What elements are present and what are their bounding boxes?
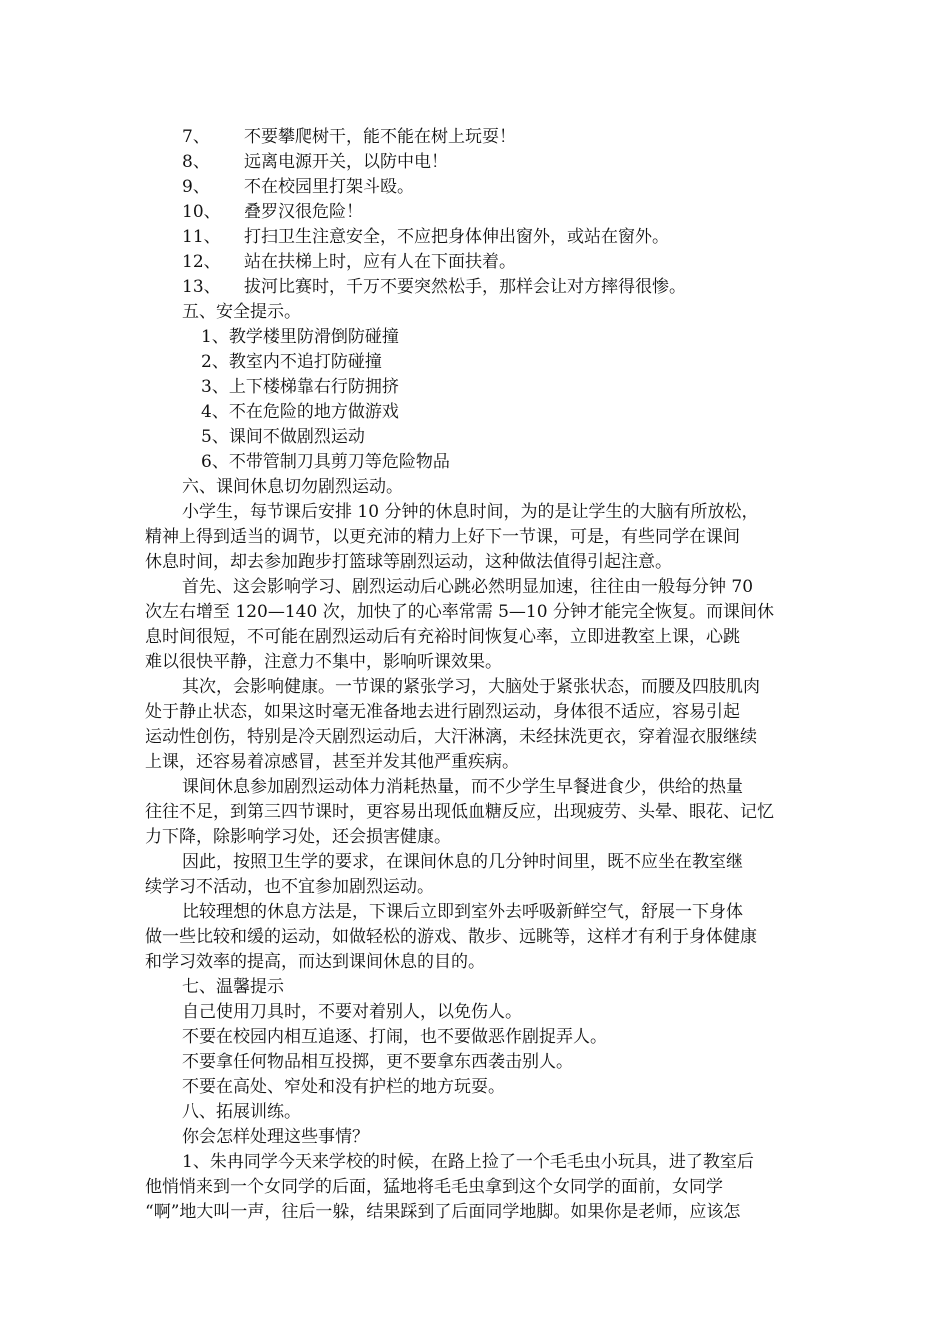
rule-number: 10、	[182, 202, 221, 222]
rule-item	[182, 175, 822, 199]
rule-number: 9、	[182, 177, 210, 197]
rule-item	[182, 250, 822, 274]
paragraph-line: 课间休息参加剧烈运动体力消耗热量，而不少学生早餐进食少，供给的热量	[182, 777, 743, 797]
paragraph-line: “啊”地大叫一声，往后一躲，结果踩到了后面同学地脚。如果你是老师，应该怎	[145, 1202, 741, 1222]
safety-tip: 3、上下楼梯靠右行防拥挤	[201, 377, 399, 397]
safety-tip: 1、教学楼里防滑倒防碰撞	[201, 327, 399, 347]
section-heading: 八、拓展训练。	[182, 1102, 301, 1122]
paragraph-line: 次左右增至 120—140 次，加快了的心率常需 5—10 分钟才能完全恢复。而课间休	[145, 602, 774, 622]
paragraph-line: 精神上得到适当的调节，以更充沛的精力上好下一节课，可是，有些同学在课间	[145, 527, 740, 547]
rule-item	[182, 225, 822, 249]
rule-number: 12、	[182, 252, 221, 272]
paragraph-line: 首先、这会影响学习、剧烈运动后心跳必然明显加速，往往由一般每分钟 70	[182, 577, 754, 597]
paragraph-line: 上课，还容易着凉感冒，甚至并发其他严重疾病。	[145, 752, 519, 772]
paragraph-line: 息时间很短，不可能在剧烈运动后有充裕时间恢复心率，立即进教室上课，心跳	[145, 627, 740, 647]
paragraph-line: 续学习不活动，也不宜参加剧烈运动。	[145, 877, 434, 897]
rule-number: 7、	[182, 127, 210, 147]
paragraph-line: 其次，会影响健康。一节课的紧张学习，大脑处于紧张状态，而腰及四肢肌肉	[182, 677, 760, 697]
paragraph-line: 休息时间，却去参加跑步打篮球等剧烈运动，这种做法值得引起注意。	[145, 552, 672, 572]
paragraph-line: 运动性创伤，特别是冷天剧烈运动后，大汗淋漓，未经抹洗更衣，穿着湿衣服继续	[145, 727, 757, 747]
safety-tip: 4、不在危险的地方做游戏	[201, 402, 399, 422]
paragraph-line: 做一些比较和缓的运动，如做轻松的游戏、散步、远眺等，这样才有利于身体健康	[145, 927, 757, 947]
rule-item	[182, 200, 822, 224]
rule-text: 不在校园里打架斗殴。	[244, 177, 414, 197]
tip-line: 不要在高处、窄处和没有护栏的地方玩耍。	[182, 1077, 505, 1097]
paragraph-line: 因此，按照卫生学的要求，在课间休息的几分钟时间里，既不应坐在教室继	[182, 852, 743, 872]
rule-number: 13、	[182, 277, 221, 297]
paragraph-line: 1、朱冉同学今天来学校的时候，在路上捡了一个毛毛虫小玩具，进了教室后	[182, 1152, 754, 1172]
paragraph-line: 他悄悄来到一个女同学的后面，猛地将毛毛虫拿到这个女同学的面前，女同学	[145, 1177, 723, 1197]
paragraph-line: 和学习效率的提高，而达到课间休息的目的。	[145, 952, 485, 972]
rule-item	[182, 150, 822, 174]
rule-number: 8、	[182, 152, 210, 172]
rule-text: 叠罗汉很危险！	[244, 202, 363, 222]
section-heading: 五、安全提示。	[182, 302, 301, 322]
safety-tip: 2、教室内不追打防碰撞	[201, 352, 382, 372]
rule-text: 站在扶梯上时，应有人在下面扶着。	[244, 252, 516, 272]
tip-line: 自己使用刀具时，不要对着别人，以免伤人。	[182, 1002, 522, 1022]
rule-item	[182, 125, 822, 149]
paragraph-line: 力下降，除影响学习处，还会损害健康。	[145, 827, 451, 847]
paragraph-line: 比较理想的休息方法是，下课后立即到室外去呼吸新鲜空气，舒展一下身体	[182, 902, 743, 922]
question-line: 你会怎样处理这些事情？	[182, 1127, 369, 1147]
rule-text: 不要攀爬树干，能不能在树上玩耍！	[244, 127, 516, 147]
paragraph-line: 小学生，每节课后安排 10 分钟的休息时间，为的是让学生的大脑有所放松，	[182, 502, 759, 522]
paragraph-line: 难以很快平静，注意力不集中，影响听课效果。	[145, 652, 502, 672]
paragraph-line: 往往不足，到第三四节课时，更容易出现低血糖反应，出现疲劳、头晕、眼花、记忆	[145, 802, 774, 822]
tip-line: 不要拿任何物品相互投掷，更不要拿东西袭击别人。	[182, 1052, 573, 1072]
safety-tip: 5、课间不做剧烈运动	[201, 427, 365, 447]
rule-text: 拔河比赛时，千万不要突然松手，那样会让对方摔得很惨。	[244, 277, 686, 297]
rule-text: 远离电源开关，以防中电！	[244, 152, 448, 172]
section-heading: 七、温馨提示	[182, 977, 284, 997]
rule-text: 打扫卫生注意安全，不应把身体伸出窗外，或站在窗外。	[244, 227, 669, 247]
rule-number: 11、	[182, 227, 221, 247]
paragraph-line: 处于静止状态，如果这时毫无准备地去进行剧烈运动，身体很不适应，容易引起	[145, 702, 740, 722]
tip-line: 不要在校园内相互追逐、打闹，也不要做恶作剧捉弄人。	[182, 1027, 607, 1047]
safety-tip: 6、不带管制刀具剪刀等危险物品	[201, 452, 450, 472]
section-heading: 六、课间休息切勿剧烈运动。	[182, 477, 403, 497]
rule-item	[182, 275, 822, 299]
